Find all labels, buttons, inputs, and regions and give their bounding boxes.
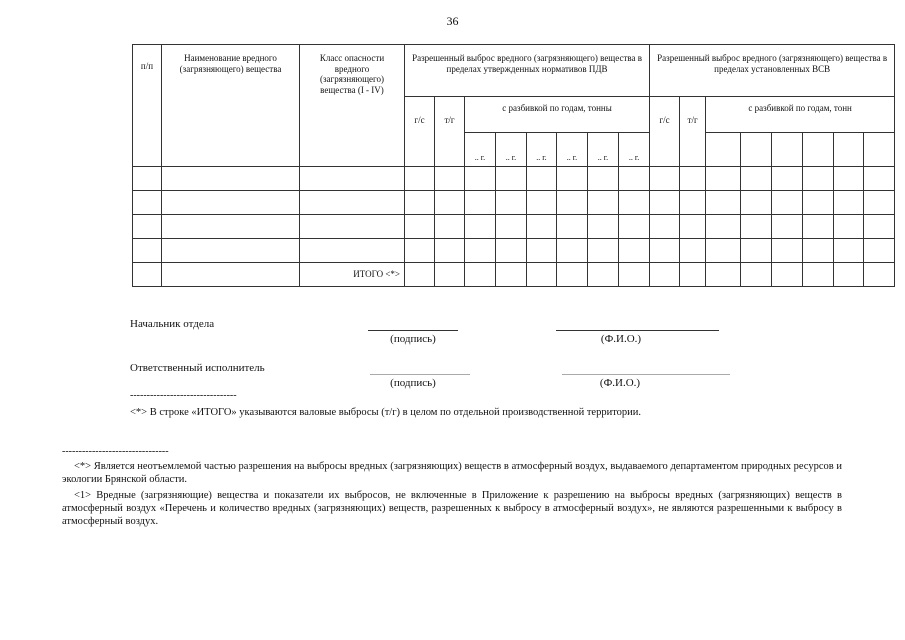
table-row bbox=[133, 191, 895, 215]
executor-signature-line bbox=[370, 374, 470, 375]
head-signature-caption: (подпись) bbox=[390, 333, 436, 345]
head-of-department-label: Начальник отдела bbox=[130, 318, 215, 330]
total-label: ИТОГО <*> bbox=[300, 263, 405, 287]
header-hazard-class: Класс опасности вредного (загрязняющего) вещества (I - IV) bbox=[300, 45, 405, 167]
table-row bbox=[133, 167, 895, 191]
header-pdv: Разрешенный выброс вредного (загрязняющего) вещества в пределах утвержденных нормативов ПДВ bbox=[405, 45, 650, 97]
header-year: .. г. bbox=[465, 133, 496, 167]
header-substance-name: Наименование вредного (загрязняющего) вещества bbox=[162, 45, 300, 167]
head-fio-caption: (Ф.И.О.) bbox=[600, 333, 642, 345]
executor-signature-caption: (подпись) bbox=[390, 377, 436, 389]
emissions-table bbox=[132, 44, 895, 287]
footnote-1: <*> Является неотъемлемой частью разрешения на выбросы вредных (загрязняющих) веществ в атмосферный воздух, выдаваемого департаментом природных ресурсов и экологии Брянской области. bbox=[62, 461, 842, 485]
total-note: <*> В строке «ИТОГО» указываются валовые выбросы (т/г) в целом по отдельной производственной территории. bbox=[130, 407, 642, 418]
header-vsv-gs: г/с bbox=[650, 97, 680, 167]
footnote-separator: -------------------------------- bbox=[62, 446, 169, 457]
head-fio-line bbox=[556, 330, 719, 331]
header-year: .. г. bbox=[588, 133, 619, 167]
executor-fio-line bbox=[562, 374, 730, 375]
header-num: п/п bbox=[133, 45, 162, 167]
responsible-executor-label: Ответственный исполнитель bbox=[130, 362, 265, 374]
footnote-2: <1> Вредные (загрязняющие) вещества и показатели их выбросов, не включенные в Приложение к разрешению на выбросы вредных (загрязняющих) веществ в атмосферный воздух «Перечень и количество вредных (загрязняющих) веществ, разрешенных к выбросу в атмосферный воздух», не являются разрешенными к выбросу в атмосферный воздух. bbox=[62, 490, 842, 527]
header-year: .. г. bbox=[496, 133, 527, 167]
header-pdv-tg: т/г bbox=[435, 97, 465, 167]
header-vsv-by-years: с разбивкой по годам, тонн bbox=[706, 97, 895, 133]
total-row bbox=[133, 263, 895, 287]
page-number: 36 bbox=[446, 14, 459, 28]
header-pdv-gs: г/с bbox=[405, 97, 435, 167]
header-year: .. г. bbox=[619, 133, 650, 167]
table-row bbox=[133, 215, 895, 239]
separator-line: -------------------------------- bbox=[130, 390, 237, 401]
header-vsv: Разрешенный выброс вредного (загрязняющего) вещества в пределах установленных ВСВ bbox=[650, 45, 895, 97]
header-vsv-tg: т/г bbox=[680, 97, 706, 167]
header-year: .. г. bbox=[557, 133, 588, 167]
table-row bbox=[133, 239, 895, 263]
head-signature-line bbox=[368, 330, 458, 331]
header-pdv-by-years: с разбивкой по годам, тонны bbox=[465, 97, 650, 133]
header-year: .. г. bbox=[527, 133, 557, 167]
executor-fio-caption: (Ф.И.О.) bbox=[599, 377, 641, 389]
